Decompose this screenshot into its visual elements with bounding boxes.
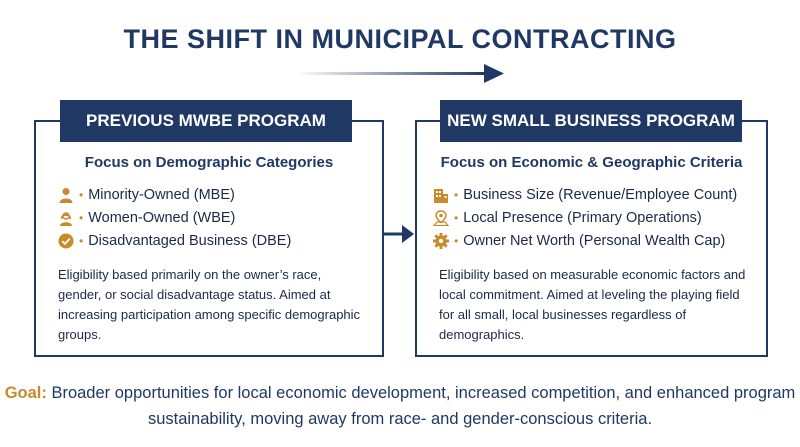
bullet: • xyxy=(454,234,459,248)
list-item xyxy=(58,207,291,229)
list-item xyxy=(433,230,737,252)
previous-criteria-list xyxy=(58,184,291,253)
list-item xyxy=(58,184,291,206)
bullet: • xyxy=(79,211,84,225)
list-item xyxy=(433,207,737,229)
previous-focus-heading: Focus on Demographic Categories xyxy=(84,154,334,171)
shift-arrow-icon xyxy=(296,62,508,86)
item-label: Disadvantaged Business (DBE) xyxy=(88,233,292,249)
new-program-header: NEW SMALL BUSINESS PROGRAM xyxy=(440,100,742,142)
item-label: Local Presence (Primary Operations) xyxy=(463,210,702,226)
list-item xyxy=(433,184,737,206)
transition-arrow-icon xyxy=(384,222,416,246)
goal-text: Broader opportunities for local economic development, increased competition, and enhanced program sustainability, moving away from race- and gender-conscious criteria. xyxy=(51,384,796,428)
previous-description: Eligibility based primarily on the owner’s race, gender, or social disadvantage status. Aimed at increasing participation among specific demographic groups. xyxy=(58,267,361,342)
new-focus-heading: Focus on Economic & Geographic Criteria xyxy=(440,154,743,171)
item-label: Minority-Owned (MBE) xyxy=(88,187,235,203)
bullet: • xyxy=(79,188,84,202)
building-icon xyxy=(433,187,449,203)
map-pin-icon xyxy=(433,210,449,226)
new-program-panel xyxy=(415,120,768,357)
woman-icon xyxy=(58,210,74,226)
previous-program-panel xyxy=(34,120,384,357)
new-description: Eligibility based on measurable economic factors and local commitment. Aimed at leveling the playing field for all small, local businesses regardless of demographics. xyxy=(439,267,746,342)
check-circle-icon xyxy=(58,233,74,249)
item-label: Owner Net Worth (Personal Wealth Cap) xyxy=(463,233,726,249)
person-icon xyxy=(58,187,74,203)
goal-statement xyxy=(0,380,800,432)
list-item xyxy=(58,230,291,252)
bullet: • xyxy=(454,211,459,225)
previous-program-header: PREVIOUS MWBE PROGRAM xyxy=(60,100,352,142)
item-label: Women-Owned (WBE) xyxy=(88,210,236,226)
new-criteria-list xyxy=(433,184,737,253)
bullet: • xyxy=(79,234,84,248)
bullet: • xyxy=(454,188,459,202)
item-label: Business Size (Revenue/Employee Count) xyxy=(463,187,738,203)
goal-label: Goal: xyxy=(4,384,47,402)
gear-icon xyxy=(433,233,449,249)
page-title: THE SHIFT IN MUNICIPAL CONTRACTING xyxy=(123,24,677,54)
